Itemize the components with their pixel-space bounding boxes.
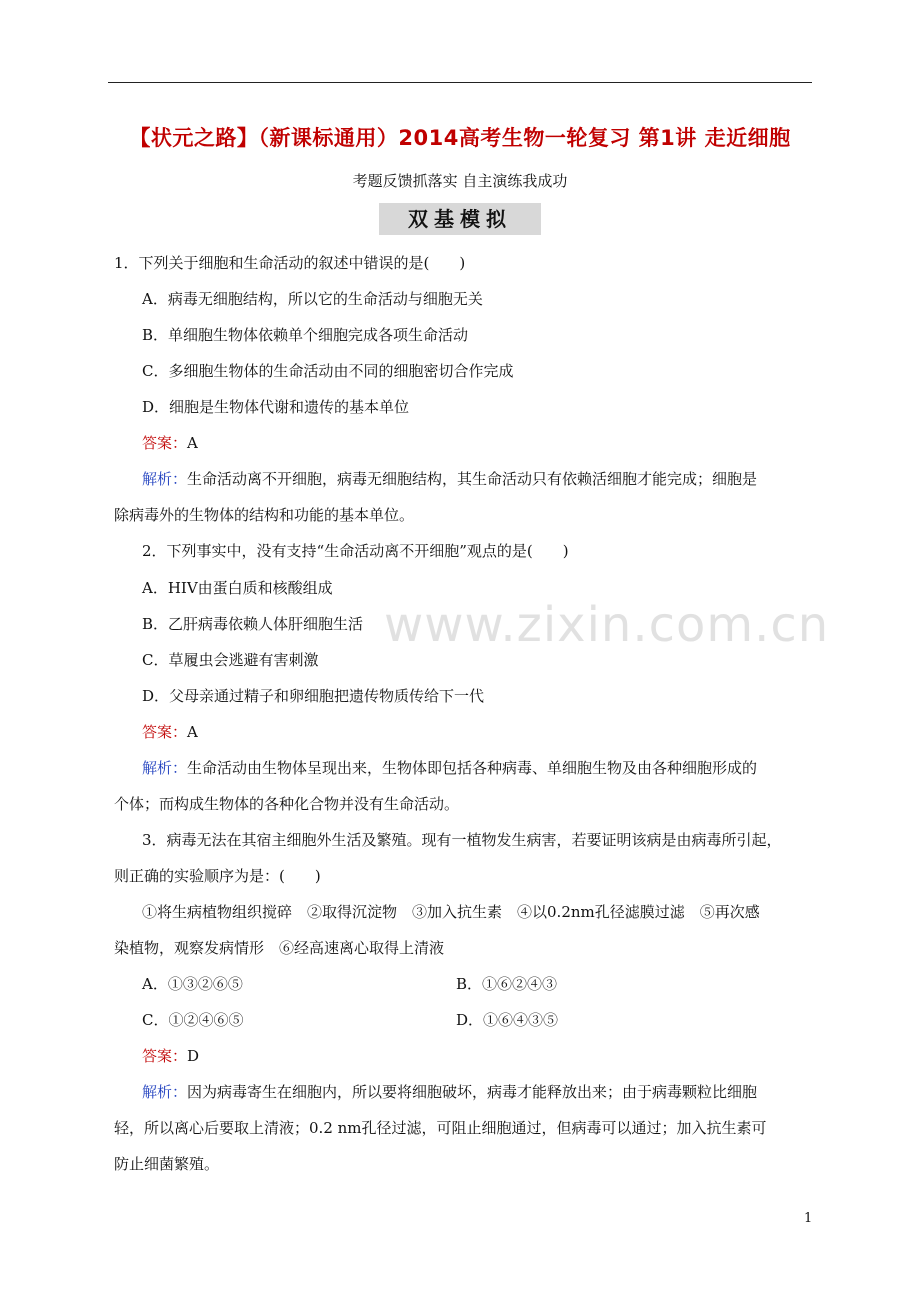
q2-explanation-line1: 生命活动由生物体呈现出来，生物体即包括各种病毒、单细胞生物及由各种细胞形成的 xyxy=(187,759,758,777)
q2-answer-value: A xyxy=(187,723,198,741)
answer-label: 答案： xyxy=(142,723,188,741)
q1-answer-value: A xyxy=(187,434,198,452)
explanation-label: 解析： xyxy=(142,759,188,777)
explanation-label: 解析： xyxy=(142,1083,188,1101)
q2-option-c: C．草履虫会逃避有害刺激 xyxy=(142,651,319,669)
q2-stem: 2．下列事实中，没有支持“生命活动离不开细胞”观点的是( ) xyxy=(142,542,569,560)
answer-label: 答案： xyxy=(142,1047,188,1065)
q3-option-b: B．①⑥②④③ xyxy=(456,975,558,993)
q2-option-b: B．乙肝病毒依赖人体肝细胞生活 xyxy=(142,615,364,633)
q3-answer xyxy=(142,1045,199,1067)
section-heading: 双基模拟 xyxy=(379,203,541,235)
q2-explanation xyxy=(142,757,757,779)
q2-option-d: D．父母亲通过精子和卵细胞把遗传物质传给下一代 xyxy=(142,687,485,705)
q3-explanation-line2: 轻，所以离心后要取上清液；0.2 nm孔径过滤，可阻止细胞通过，但病毒可以通过；加入抗生素可 xyxy=(114,1119,767,1137)
q1-explanation xyxy=(142,468,757,490)
q3-explanation-line3: 防止细菌繁殖。 xyxy=(114,1155,220,1173)
explanation-label: 解析： xyxy=(142,470,188,488)
q1-explanation-line1: 生命活动离不开细胞，病毒无细胞结构，其生命活动只有依赖活细胞才能完成；细胞是 xyxy=(187,470,758,488)
q1-option-b: B．单细胞生物体依赖单个细胞完成各项生命活动 xyxy=(142,326,469,344)
header-rule xyxy=(108,82,812,83)
q3-option-a: A．①③②⑥⑤ xyxy=(142,975,243,993)
document-title: 【状元之路】（新课标通用）2014高考生物一轮复习 第1讲 走近细胞 xyxy=(129,126,791,150)
watermark: www.zixin.com.cn xyxy=(384,597,830,653)
q3-option-d: D．①⑥④③⑤ xyxy=(456,1011,559,1029)
page-number: 1 xyxy=(804,1211,813,1226)
q3-answer-value: D xyxy=(187,1047,200,1065)
q1-explanation-line2: 除病毒外的生物体的结构和功能的基本单位。 xyxy=(114,506,415,524)
q3-stem-line1: 3．病毒无法在其宿主细胞外生活及繁殖。现有一植物发生病害，若要证明该病是由病毒所引起， xyxy=(142,831,782,849)
q3-steps-line1: ①将生病植物组织搅碎 ②取得沉淀物 ③加入抗生素 ④以0.2nm孔径滤膜过滤 ⑤再次感 xyxy=(142,903,760,921)
q1-stem: 1．下列关于细胞和生命活动的叙述中错误的是( ) xyxy=(114,254,466,272)
q3-steps-line2: 染植物，观察发病情形 ⑥经高速离心取得上清液 xyxy=(114,939,445,957)
q2-answer xyxy=(142,721,198,743)
q1-option-c: C．多细胞生物体的生命活动由不同的细胞密切合作完成 xyxy=(142,362,514,380)
q3-option-c: C．①②④⑥⑤ xyxy=(142,1011,244,1029)
q2-explanation-line2: 个体；而构成生物体的各种化合物并没有生命活动。 xyxy=(114,795,460,813)
q3-stem-line2: 则正确的实验顺序为是：( ) xyxy=(114,867,321,885)
document-subtitle: 考题反馈抓落实 自主演练我成功 xyxy=(352,172,568,190)
q2-option-a: A．HIV由蛋白质和核酸组成 xyxy=(142,579,333,597)
q3-explanation-line1: 因为病毒寄生在细胞内，所以要将细胞破坏，病毒才能释放出来；由于病毒颗粒比细胞 xyxy=(187,1083,758,1101)
q1-option-a: A．病毒无细胞结构，所以它的生命活动与细胞无关 xyxy=(142,290,483,308)
answer-label: 答案： xyxy=(142,434,188,452)
q3-explanation xyxy=(142,1081,757,1103)
q1-option-d: D．细胞是生物体代谢和遗传的基本单位 xyxy=(142,398,410,416)
q1-answer xyxy=(142,432,198,454)
